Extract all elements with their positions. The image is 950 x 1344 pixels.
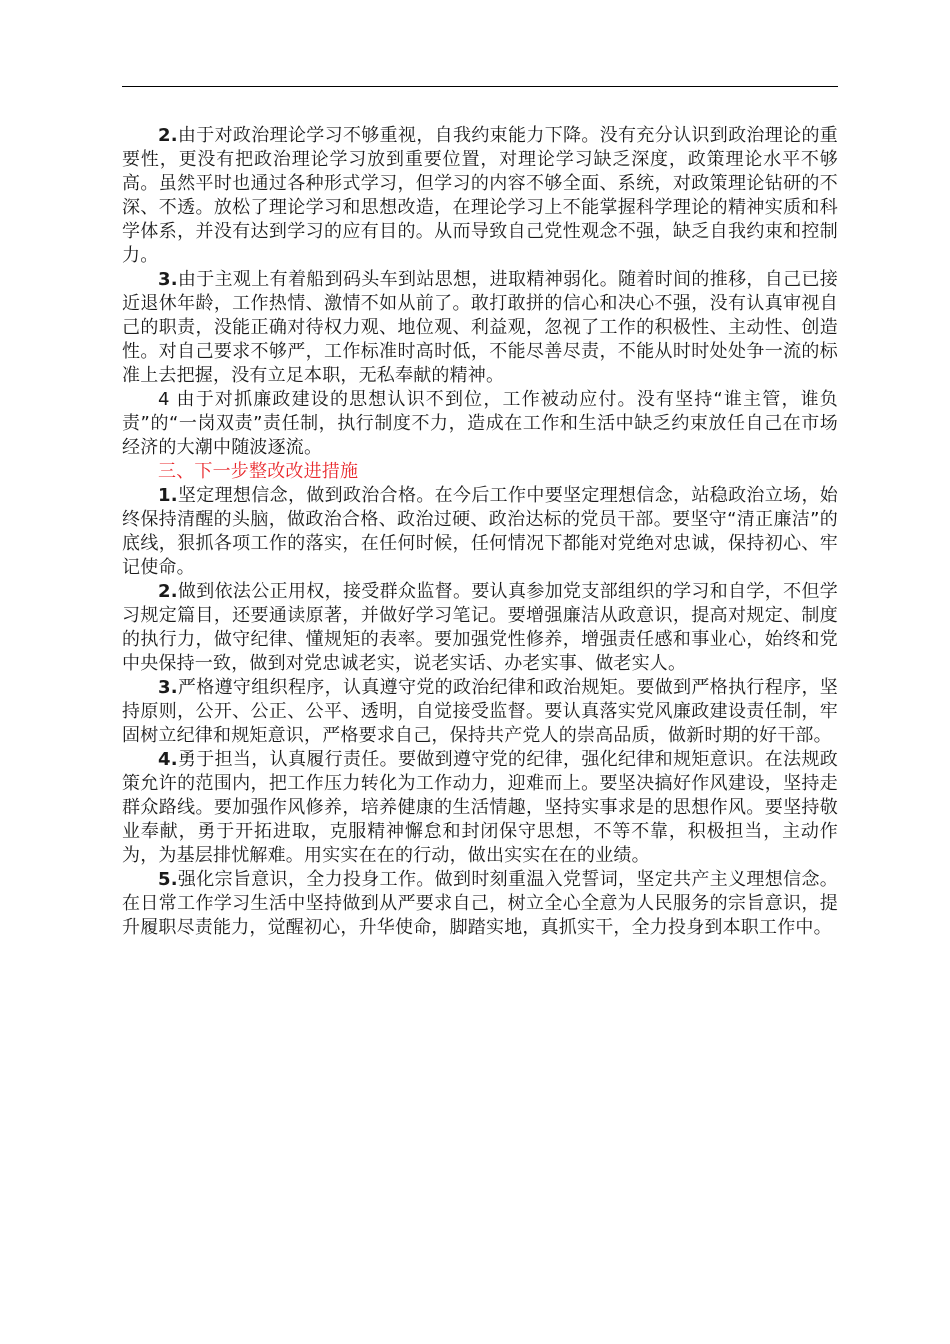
measure-number: 5. [158, 869, 178, 890]
section-heading: 三、下一步整改改进措施 [158, 461, 359, 482]
measure-paragraph [122, 676, 838, 748]
paragraph [122, 388, 838, 460]
measure-number: 4. [158, 749, 178, 770]
paragraph-text: 由于对政治理论学习不够重视，自我约束能力下降。没有充分认识到政治理论的重要性，更没有把政治理论学习放到重要位置，对理论学习缺乏深度，政策理论水平不够高。虽然平时也通过各种形式学习，但学习的内容不够全面、系统，对政策理论钻研的不深、不透。放松了理论学习和思想改造，在理论学习上不能掌握科学理论的精神实质和科学体系，并没有达到学习的应有目的。从而导致自己党性观念不强，缺乏自我约束和控制力。 [122, 125, 838, 266]
measure-text: 做到依法公正用权，接受群众监督。要认真参加党支部组织的学习和自学，不但学习规定篇目，还要通读原著，并做好学习笔记。要增强廉洁从政意识，提高对规定、制度的执行力，做守纪律、懂规矩的表率。要加强党性修养，增强责任感和事业心，始终和党中央保持一致，做到对党忠诚老实，说老实话、办老实事、做老实人。 [122, 581, 838, 674]
measure-number: 3. [158, 677, 178, 698]
paragraph-number: 3. [158, 269, 178, 290]
measure-paragraph [122, 484, 838, 580]
paragraph [122, 124, 838, 268]
document-body [122, 124, 838, 940]
measure-text: 严格遵守组织程序，认真遵守党的政治纪律和政治规矩。要做到严格执行程序，坚持原则，公开、公正、公平、透明，自觉接受监督。要认真落实党风廉政建设责任制，牢固树立纪律和规矩意识，严格要求自己，保持共产党人的崇高品质，做新时期的好干部。 [122, 677, 838, 746]
paragraph-text: 由于主观上有着船到码头车到站思想，进取精神弱化。随着时间的推移，自己已接近退休年龄，工作热情、激情不如从前了。敢打敢拼的信心和决心不强，没有认真审视自己的职责，没能正确对待权力观、地位观、利益观，忽视了工作的积极性、主动性、创造性。对自己要求不够严，工作标准时高时低，不能尽善尽责，不能从时时处处争一流的标准上去把握，没有立足本职，无私奉献的精神。 [122, 269, 838, 386]
measure-text: 坚定理想信念，做到政治合格。在今后工作中要坚定理想信念，站稳政治立场，始终保持清醒的头脑，做政治合格、政治过硬、政治达标的党员干部。要坚守“清正廉洁”的底线，狠抓各项工作的落实，在任何时候，任何情况下都能对党绝对忠诚，保持初心、牢记使命。 [122, 485, 838, 578]
measure-paragraph [122, 748, 838, 868]
measure-text: 强化宗旨意识，全力投身工作。做到时刻重温入党誓词，坚定共产主义理想信念。在日常工作学习生活中坚持做到从严要求自己，树立全心全意为人民服务的宗旨意识，提升履职尽责能力，觉醒初心，升华使命，脚踏实地，真抓实干，全力投身到本职工作中。 [122, 869, 838, 938]
measure-paragraph [122, 868, 838, 940]
paragraph-number: 2. [158, 125, 178, 146]
measure-number: 1. [158, 485, 178, 506]
measure-number: 2. [158, 581, 178, 602]
measure-paragraph [122, 580, 838, 676]
measure-text: 勇于担当，认真履行责任。要做到遵守党的纪律，强化纪律和规矩意识。在法规政策允许的范围内，把工作压力转化为工作动力，迎难而上。要坚决搞好作风建设，坚持走群众路线。要加强作风修养，培养健康的生活情趣，坚持实事求是的思想作风。要坚持敬业奉献，勇于开拓进取，克服精神懈怠和封闭保守思想，不等不靠，积极担当，主动作为，为基层排忧解难。用实实在在的行动，做出实实在在的业绩。 [122, 749, 838, 866]
paragraph-text: 4 由于对抓廉政建设的思想认识不到位，工作被动应付。没有坚持“谁主管，谁负责”的“一岗双责”责任制，执行制度不力，造成在工作和生活中缺乏约束放任自己在市场经济的大潮中随波逐流。 [122, 389, 838, 458]
header-rule [122, 86, 838, 87]
paragraph [122, 268, 838, 388]
